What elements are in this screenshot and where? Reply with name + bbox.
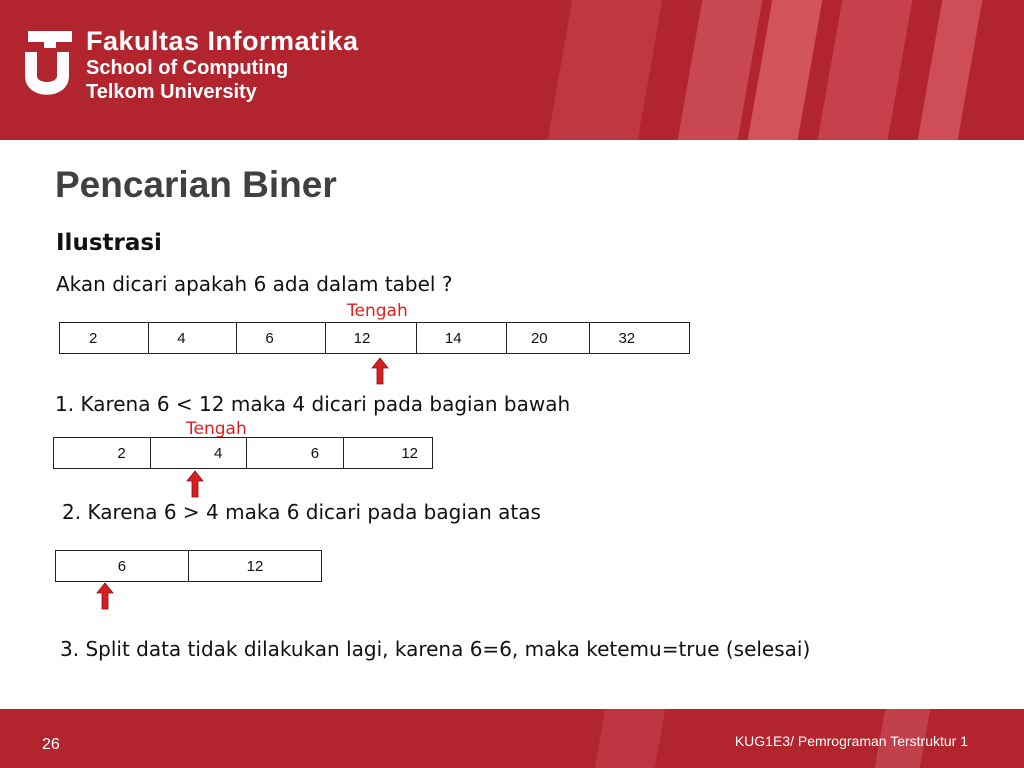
array-cell: 6 (237, 323, 325, 354)
array-cell: 14 (416, 323, 506, 354)
array-table-3 (55, 550, 322, 582)
header-stripe (548, 0, 663, 140)
step-3-text: 3. Split data tidak dilakukan lagi, karena 6=6, maka ketemu=true (selesai) (60, 637, 811, 661)
step-1-text: 1. Karena 6 < 12 maka 4 dicari pada bagian bawah (55, 392, 571, 416)
brand-text (86, 26, 359, 104)
array-cell: 4 (150, 438, 247, 469)
page-number: 26 (42, 736, 60, 753)
up-arrow-icon (186, 470, 204, 498)
brand-line2: School of Computing (86, 57, 289, 79)
array-table-1 (59, 322, 690, 354)
header-banner (0, 0, 1024, 140)
array-cell: 32 (590, 323, 690, 354)
slide-subtitle: Ilustrasi (56, 230, 162, 256)
table-row (60, 323, 690, 354)
array-cell: 12 (344, 438, 433, 469)
footer-stripe (595, 709, 665, 768)
footer-banner (0, 709, 1024, 768)
course-label: KUG1E3/ Pemrograman Terstruktur 1 (734, 733, 968, 749)
header-stripe (748, 0, 823, 140)
array-table-2 (53, 437, 433, 469)
array-cell: 12 (188, 551, 321, 582)
middle-label-1: Tengah (347, 301, 408, 321)
table-row (56, 551, 322, 582)
slide-title: Pencarian Biner (55, 164, 337, 205)
array-cell: 2 (60, 323, 149, 354)
array-cell: 12 (325, 323, 416, 354)
array-cell: 2 (54, 438, 151, 469)
array-cell: 6 (247, 438, 344, 469)
header-stripe (818, 0, 913, 140)
array-cell: 6 (56, 551, 189, 582)
brand-line3: Telkom University (86, 81, 257, 103)
telkom-logo-icon (22, 28, 72, 100)
intro-text: Akan dicari apakah 6 ada dalam tabel ? (56, 272, 453, 296)
array-cell: 20 (506, 323, 590, 354)
header-stripe (678, 0, 763, 140)
array-cell: 4 (149, 323, 237, 354)
step-2-text: 2. Karena 6 > 4 maka 6 dicari pada bagian atas (62, 500, 541, 524)
header-stripe (918, 0, 983, 140)
up-arrow-icon (371, 357, 389, 385)
middle-label-2: Tengah (186, 419, 247, 439)
table-row (54, 438, 433, 469)
up-arrow-icon (96, 582, 114, 610)
brand-line1: Fakultas Informatika (86, 26, 359, 56)
